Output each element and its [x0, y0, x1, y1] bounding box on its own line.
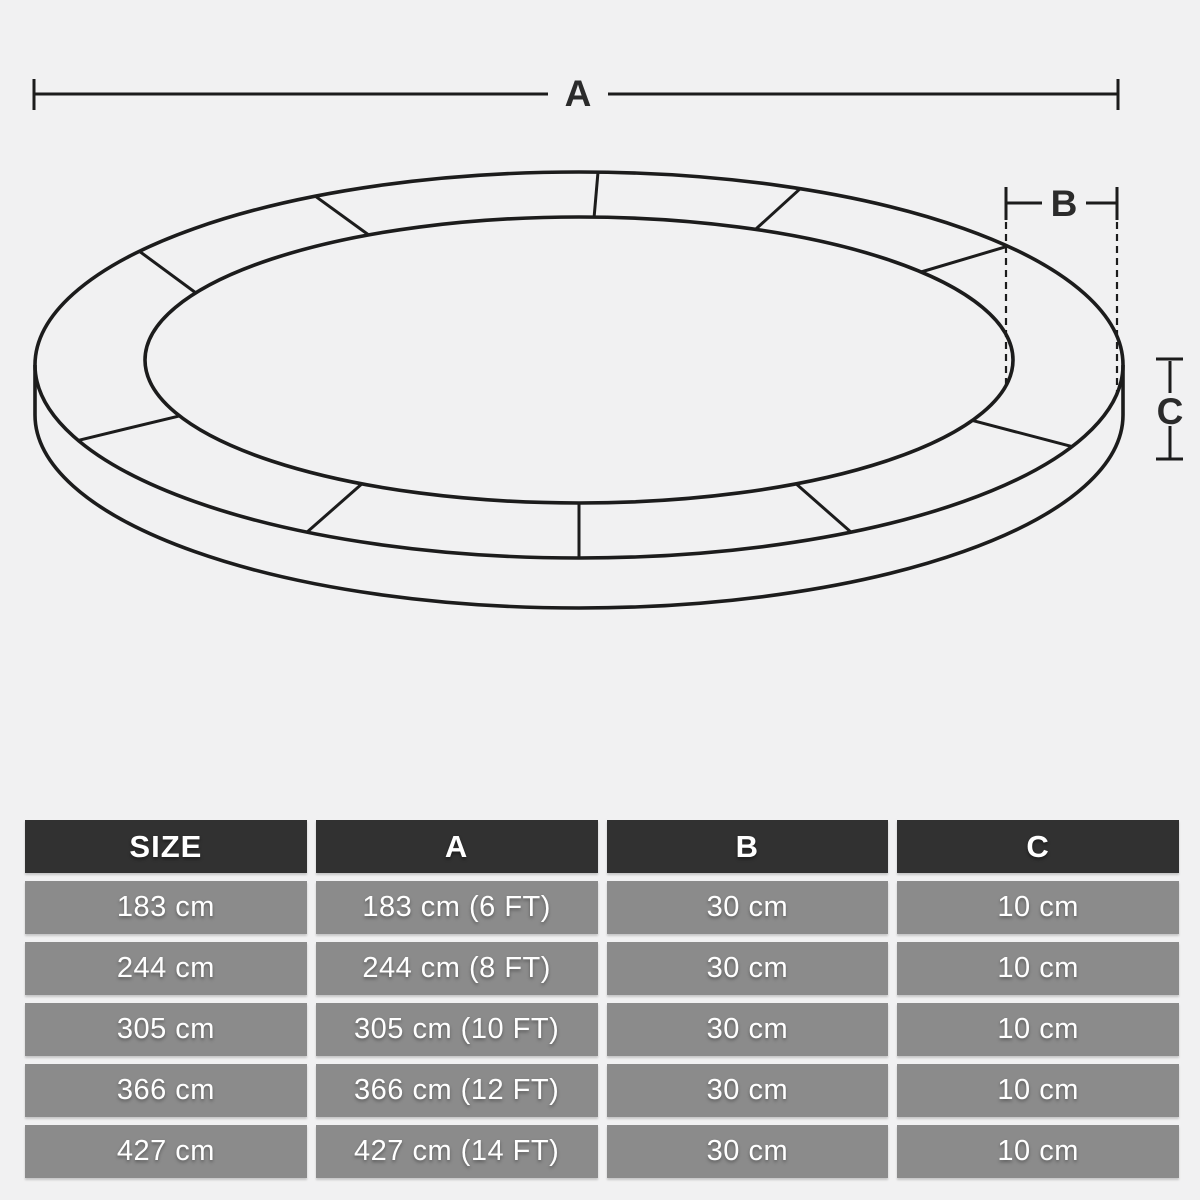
dim-b-dashed-guides — [1006, 222, 1117, 392]
segment-divider — [78, 416, 179, 441]
segment-divider — [315, 196, 368, 235]
segment-divider — [307, 484, 362, 532]
column-header-c: C — [897, 820, 1179, 873]
table-cell-r1-c3: 30 cm — [607, 881, 889, 934]
segment-divider — [594, 172, 598, 217]
size-table — [25, 820, 1179, 1178]
dim-c-label: C — [1156, 391, 1184, 432]
table-cell-r5-c1: 427 cm — [25, 1125, 307, 1178]
segment-divider — [796, 484, 851, 532]
segment-divider — [756, 189, 801, 230]
table-cell-r5-c4: 10 cm — [897, 1125, 1179, 1178]
table-cell-r5-c2: 427 cm (14 FT) — [316, 1125, 598, 1178]
segment-divider — [921, 246, 1008, 272]
table-cell-r5-c3: 30 cm — [607, 1125, 889, 1178]
pad-outer-edge — [35, 172, 1123, 558]
table-cell-r2-c3: 30 cm — [607, 942, 889, 995]
dimension-a — [34, 73, 1118, 114]
table-cell-r1-c2: 183 cm (6 FT) — [316, 881, 598, 934]
table-cell-r3-c3: 30 cm — [607, 1003, 889, 1056]
table-cell-r3-c1: 305 cm — [25, 1003, 307, 1056]
table-cell-r4-c4: 10 cm — [897, 1064, 1179, 1117]
dimension-c — [1156, 359, 1183, 459]
segment-divider — [139, 251, 196, 293]
table-cell-r3-c2: 305 cm (10 FT) — [316, 1003, 598, 1056]
dim-a-label: A — [564, 73, 592, 114]
table-cell-r2-c4: 10 cm — [897, 942, 1179, 995]
segment-divider — [972, 420, 1072, 446]
table-cell-r4-c3: 30 cm — [607, 1064, 889, 1117]
table-cell-r3-c4: 10 cm — [897, 1003, 1179, 1056]
dim-b-label: B — [1050, 183, 1078, 224]
table-cell-r1-c1: 183 cm — [25, 881, 307, 934]
pad-segment-dividers — [78, 172, 1072, 558]
dimension-b — [1006, 183, 1117, 392]
pad-side-edges — [35, 365, 1123, 415]
table-cell-r4-c1: 366 cm — [25, 1064, 307, 1117]
column-header-size: SIZE — [25, 820, 307, 873]
column-header-b: B — [607, 820, 889, 873]
column-header-a: A — [316, 820, 598, 873]
pad-inner-edge — [145, 217, 1013, 503]
table-cell-r2-c1: 244 cm — [25, 942, 307, 995]
table-cell-r1-c4: 10 cm — [897, 881, 1179, 934]
table-cell-r2-c2: 244 cm (8 FT) — [316, 942, 598, 995]
table-cell-r4-c2: 366 cm (12 FT) — [316, 1064, 598, 1117]
